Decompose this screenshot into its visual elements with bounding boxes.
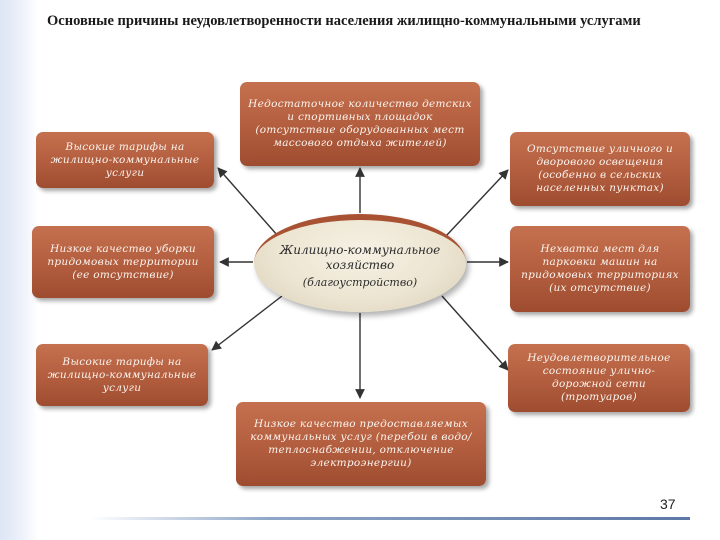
page-number: 37	[660, 496, 676, 512]
box-top-center: Недостаточное количество детских и спортивных площадок (отсутствие оборудованных мест массового отдыха жителей)	[240, 82, 480, 166]
central-node	[254, 214, 466, 312]
arrow-bottom-left	[212, 296, 282, 350]
box-top-right: Отсутствие уличного и дворового освещения (особенно в сельских населенных пунктах)	[510, 132, 690, 206]
box-mid-left: Низкое качество уборки придомовых территории (ее отсутствие)	[32, 226, 214, 298]
arrow-top-right	[446, 170, 508, 236]
box-mid-right: Нехватка мест для парковки машин на придомовых территориях (их отсутствие)	[510, 226, 690, 312]
box-bottom-right: Неудовлетворительное состояние улично-дорожной сети (тротуаров)	[508, 344, 690, 412]
central-node-title: Жилищно-коммунальное хозяйство	[279, 242, 441, 272]
central-node-subtitle: (благоустройство)	[302, 275, 418, 289]
box-top-left: Высокие тарифы на жилищно-коммунальные услуги	[36, 132, 214, 188]
arrow-bottom-right	[442, 296, 508, 370]
page-title: Основные причины неудовлетворенности населения жилищно-коммунальными услугами	[47, 13, 641, 29]
box-bottom-center: Низкое качество предоставляемых коммунальных услуг (перебои в водо/теплоснабжении, отключение электроэнергии)	[236, 402, 486, 486]
footer-divider	[90, 517, 690, 520]
arrow-top-left	[218, 168, 278, 236]
box-bottom-left: Высокие тарифы на жилищно-коммунальные услуги	[36, 344, 208, 406]
